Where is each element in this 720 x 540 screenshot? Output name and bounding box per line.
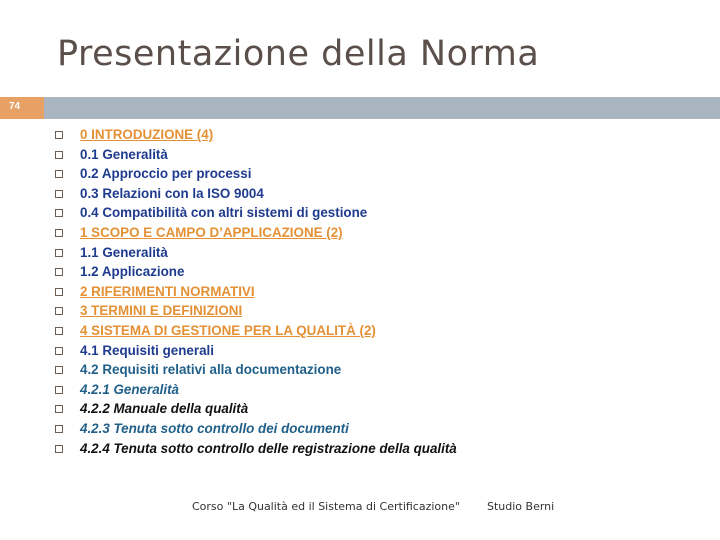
list-item-text: 1.2 Applicazione: [80, 264, 185, 280]
slide-number: 74: [9, 101, 21, 112]
hollow-square-bullet-icon: [55, 209, 63, 217]
header-divider-bar: [44, 97, 720, 119]
list-item-text: 1.1 Generalità: [80, 244, 168, 260]
hollow-square-bullet-icon: [55, 405, 63, 413]
hollow-square-bullet-icon: [55, 170, 63, 178]
list-item-text: 4.2.1 Generalità: [80, 381, 179, 397]
list-item-text: 0.2 Approccio per processi: [80, 166, 252, 182]
hollow-square-bullet-icon: [55, 229, 63, 237]
slide-number-bar: [0, 97, 44, 119]
list-item-text: 4.1 Requisiti generali: [80, 342, 214, 358]
hollow-square-bullet-icon: [55, 386, 63, 394]
hollow-square-bullet-icon: [55, 327, 63, 335]
hollow-square-bullet-icon: [55, 366, 63, 374]
slide-title: Presentazione della Norma: [57, 34, 540, 74]
hollow-square-bullet-icon: [55, 131, 63, 139]
hollow-square-bullet-icon: [55, 268, 63, 276]
list-item-text: 0.3 Relazioni con la ISO 9004: [80, 185, 264, 201]
list-item-text[interactable]: 4 SISTEMA DI GESTIONE PER LA QUALITÀ (2): [80, 322, 376, 338]
hollow-square-bullet-icon: [55, 445, 63, 453]
hollow-square-bullet-icon: [55, 307, 63, 315]
list-item-text[interactable]: 1 SCOPO E CAMPO D’APPLICAZIONE (2): [80, 224, 343, 240]
list-item-text: 4.2 Requisiti relativi alla documentazione: [80, 362, 342, 378]
list-item-text: 4.2.3 Tenuta sotto controllo dei documenti: [80, 420, 349, 436]
hollow-square-bullet-icon: [55, 151, 63, 159]
hollow-square-bullet-icon: [55, 425, 63, 433]
footer-studio: Studio Berni: [487, 500, 555, 513]
list-item-text: 0.4 Compatibilità con altri sistemi di gestione: [80, 205, 368, 221]
list-item-text[interactable]: 2 RIFERIMENTI NORMATIVI: [80, 283, 255, 299]
list-item-text: 4.2.4 Tenuta sotto controllo delle registrazione della qualità: [80, 440, 457, 456]
hollow-square-bullet-icon: [55, 249, 63, 257]
hollow-square-bullet-icon: [55, 190, 63, 198]
hollow-square-bullet-icon: [55, 288, 63, 296]
footer-course: Corso "La Qualità ed il Sistema di Certificazione": [192, 500, 460, 513]
hollow-square-bullet-icon: [55, 347, 63, 355]
list-item-text[interactable]: 3 TERMINI E DEFINIZIONI: [80, 303, 243, 319]
list-item-text: 4.2.2 Manuale della qualità: [80, 401, 249, 417]
list-item-text[interactable]: 0 INTRODUZIONE (4): [80, 127, 214, 142]
list-item-text: 0.1 Generalità: [80, 146, 168, 162]
